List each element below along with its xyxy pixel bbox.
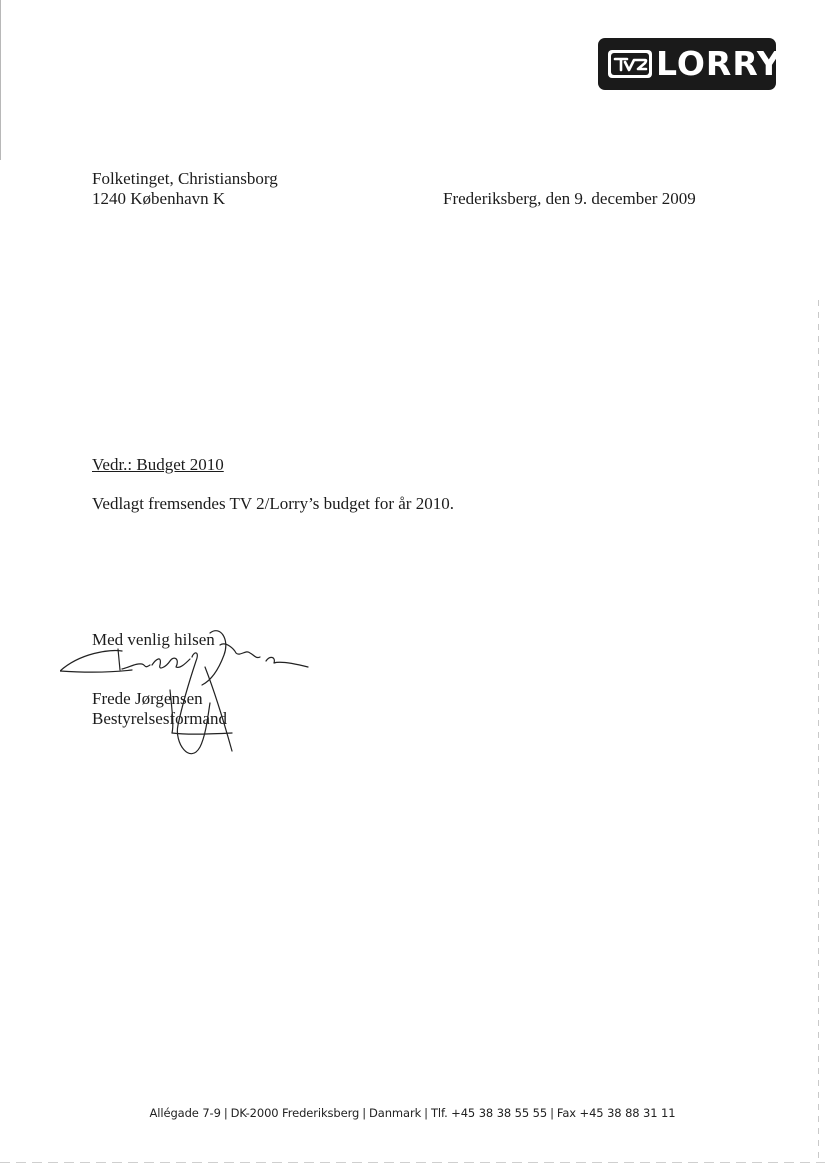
signer-block: [92, 689, 227, 729]
scan-edge-left: [0, 0, 1, 160]
signer-name: Frede Jørgensen: [92, 689, 203, 708]
recipient-address: [92, 169, 278, 209]
closing-salutation: Med venlig hilsen: [92, 630, 215, 649]
signer-title: Bestyrelsesformand: [92, 709, 228, 728]
letterhead-footer: Allégade 7-9 | DK-2000 Frederiksberg | Danmark | Tlf. +45 38 38 55 55 | Fax +45 38 88 31 11: [149, 1106, 676, 1120]
scan-edge-bottom: [0, 1162, 825, 1163]
recipient-line-1: Folketinget, Christiansborg: [92, 169, 278, 188]
tv2-logo-icon: [608, 50, 652, 78]
subject-line: Vedr.: Budget 2010: [92, 455, 224, 474]
scan-edge-right: [818, 300, 819, 1160]
tv2-lorry-logo: [598, 38, 782, 90]
footer-phone: Tlf. +45 38 38 55 55: [430, 1106, 548, 1120]
footer-postal: DK-2000 Frederiksberg: [230, 1106, 360, 1120]
lorry-wordmark: LORRY: [656, 44, 782, 83]
footer-country: Danmark: [369, 1106, 422, 1120]
body-text: Vedlagt fremsendes TV 2/Lorry’s budget for år 2010.: [92, 494, 454, 513]
footer-address: Allégade 7-9: [149, 1106, 221, 1120]
recipient-line-2: 1240 København K: [92, 189, 226, 208]
date-line: Frederiksberg, den 9. december 2009: [443, 189, 696, 208]
footer-fax: Fax +45 38 88 31 11: [556, 1106, 676, 1120]
